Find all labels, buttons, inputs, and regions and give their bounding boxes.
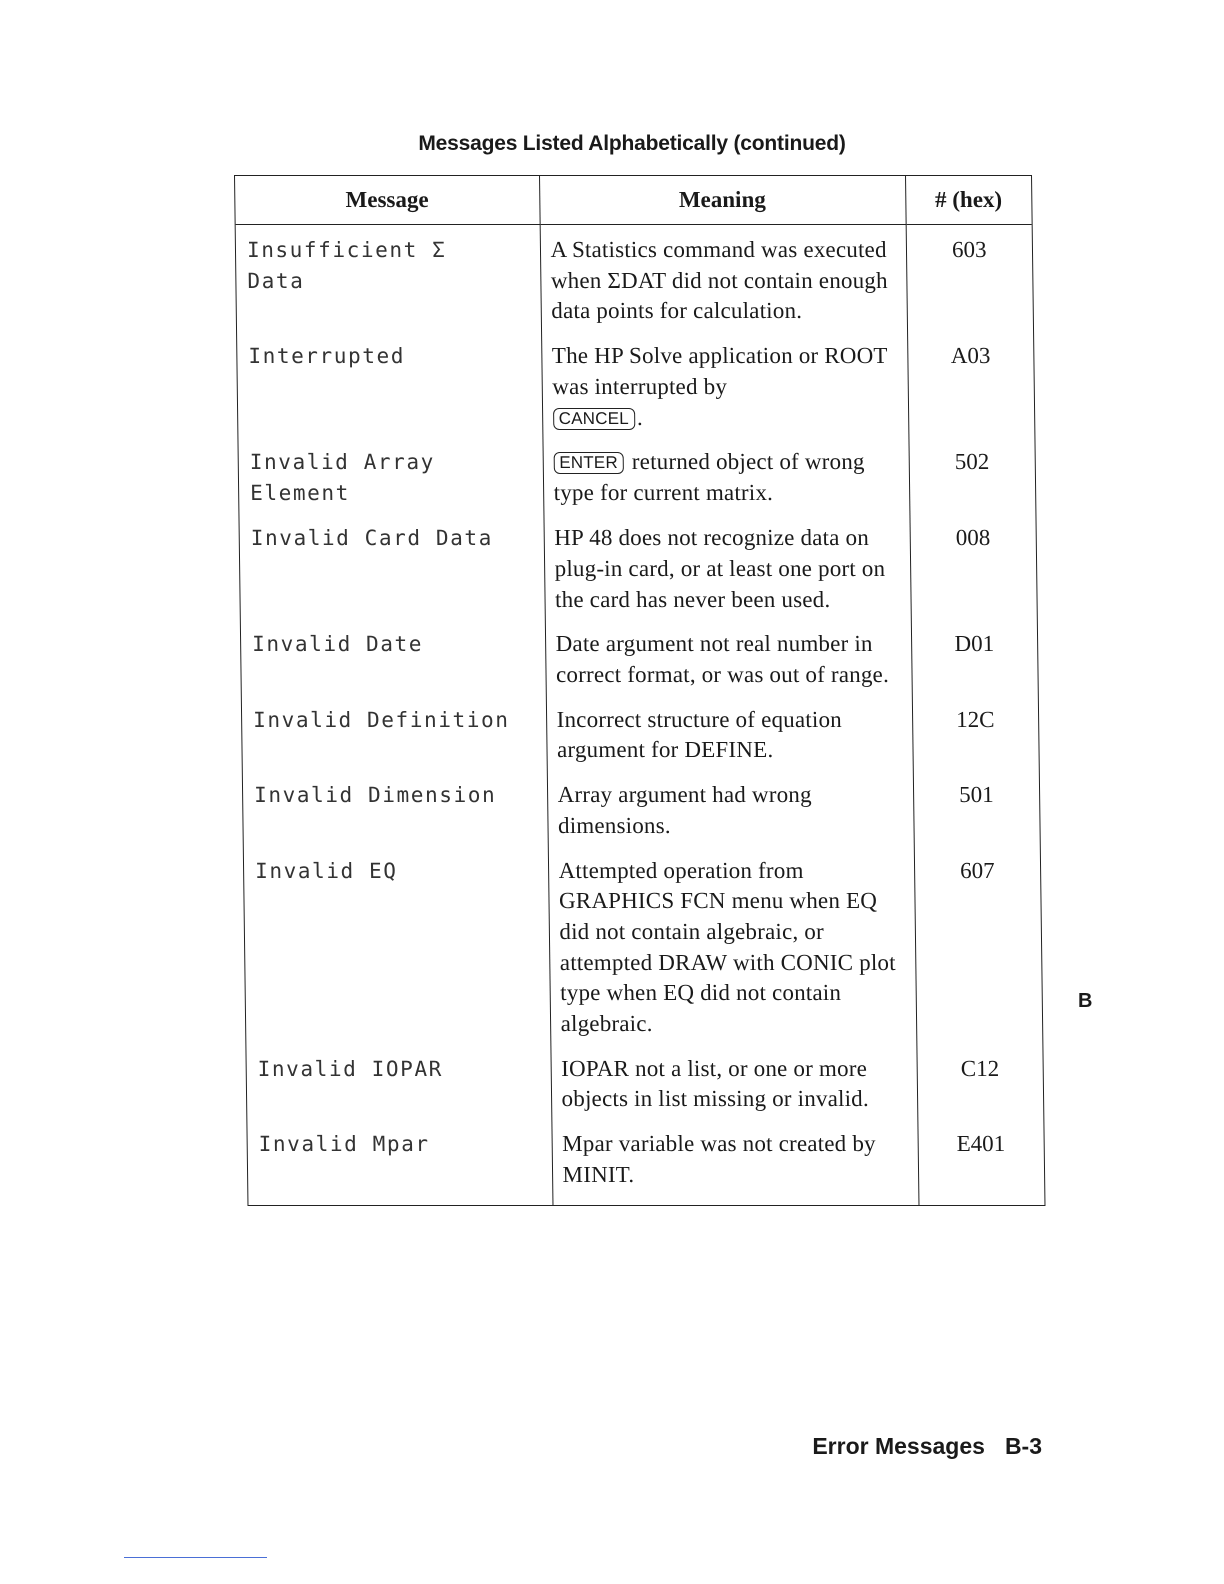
- table-row: [247, 1129, 1044, 1204]
- column-header-message: Message: [235, 176, 540, 225]
- hex-code-cell: 008: [910, 523, 1037, 629]
- message-cell: Invalid Array Element: [249, 450, 436, 506]
- hex-code-cell: 501: [913, 780, 1040, 855]
- column-header-hex: # (hex): [905, 176, 1032, 225]
- footer-section-title: Error Messages: [812, 1433, 985, 1459]
- cancel-key-icon: CANCEL: [553, 408, 635, 430]
- meaning-text-end: .: [636, 404, 643, 430]
- meaning-cell: [543, 447, 910, 523]
- meaning-text: Array argument had wrong dimensions.: [557, 782, 812, 838]
- meaning-text: Attempted operation from GRAPHICS FCN menu when EQ did not contain algebraic, or attempted DRAW with CONIC plot type when EQ did not contain algebraic.: [558, 857, 896, 1037]
- table-row: [236, 225, 1034, 342]
- message-cell: Invalid EQ: [254, 858, 398, 883]
- meaning-text: Incorrect structure of equation argument for DEFINE.: [556, 706, 843, 763]
- error-messages-table: [234, 175, 1045, 1206]
- meaning-cell: [540, 225, 908, 342]
- table-row: [239, 447, 1036, 523]
- meaning-cell: [548, 856, 917, 1054]
- hex-code-cell: E401: [917, 1129, 1044, 1204]
- meaning-cell: [551, 1054, 918, 1129]
- hex-code-cell: C12: [917, 1054, 1044, 1129]
- message-cell: Invalid Definition: [252, 707, 510, 732]
- meaning-text: A Statistics command was executed when ΣDAT did not contain enough data points for calculation.: [550, 237, 888, 324]
- meaning-text: Mpar variable was not created by MINIT.: [562, 1131, 876, 1187]
- table-row: [240, 523, 1037, 629]
- page-heading: Messages Listed Alphabetically (continued): [418, 132, 846, 155]
- meaning-text: HP 48 does not recognize data on plug-in card, or at least one port on the card has never been used.: [554, 525, 886, 612]
- message-cell: Interrupted: [248, 344, 406, 369]
- hex-code-cell: A03: [907, 341, 1034, 447]
- table-row: [243, 780, 1040, 855]
- enter-key-icon: ENTER: [553, 452, 624, 474]
- meaning-cell: [545, 629, 912, 704]
- message-cell: Invalid IOPAR: [257, 1056, 444, 1081]
- hex-code-cell: 607: [914, 856, 1043, 1054]
- table-row: [242, 705, 1039, 780]
- message-cell: Invalid Mpar: [258, 1132, 430, 1157]
- hex-code-cell: D01: [911, 629, 1038, 704]
- message-cell: Invalid Date: [251, 632, 424, 657]
- message-cell: Invalid Card Data: [250, 526, 494, 551]
- table-header-row: [235, 176, 1032, 225]
- meaning-cell: [546, 705, 913, 780]
- meaning-text: returned object of wrong type for current matrix.: [553, 449, 865, 505]
- message-cell: Invalid Dimension: [253, 783, 497, 808]
- footer-page-number: B-3: [1004, 1433, 1042, 1459]
- column-header-meaning: Meaning: [539, 176, 906, 225]
- meaning-cell: [541, 341, 908, 447]
- message-cell: Insufficient Σ Data: [246, 238, 447, 293]
- meaning-text: The HP Solve application or ROOT was interrupted by: [551, 343, 888, 399]
- meaning-cell: [547, 780, 914, 855]
- hex-code-cell: 603: [906, 225, 1034, 342]
- hex-code-cell: 502: [909, 447, 1036, 523]
- meaning-cell: [551, 1129, 918, 1204]
- page-footer: [812, 1433, 1042, 1460]
- table-row: [237, 341, 1034, 447]
- table-row: [241, 629, 1038, 704]
- table-row: [244, 856, 1043, 1054]
- table-row: [247, 1054, 1044, 1129]
- meaning-cell: [544, 523, 911, 629]
- hex-code-cell: 12C: [912, 705, 1039, 780]
- footnote-rule: [124, 1557, 267, 1558]
- meaning-text: Date argument not real number in correct format, or was out of range.: [555, 631, 890, 688]
- appendix-tab-label: B: [1078, 990, 1093, 1012]
- meaning-text: IOPAR not a list, or one or more objects in list missing or invalid.: [561, 1055, 870, 1112]
